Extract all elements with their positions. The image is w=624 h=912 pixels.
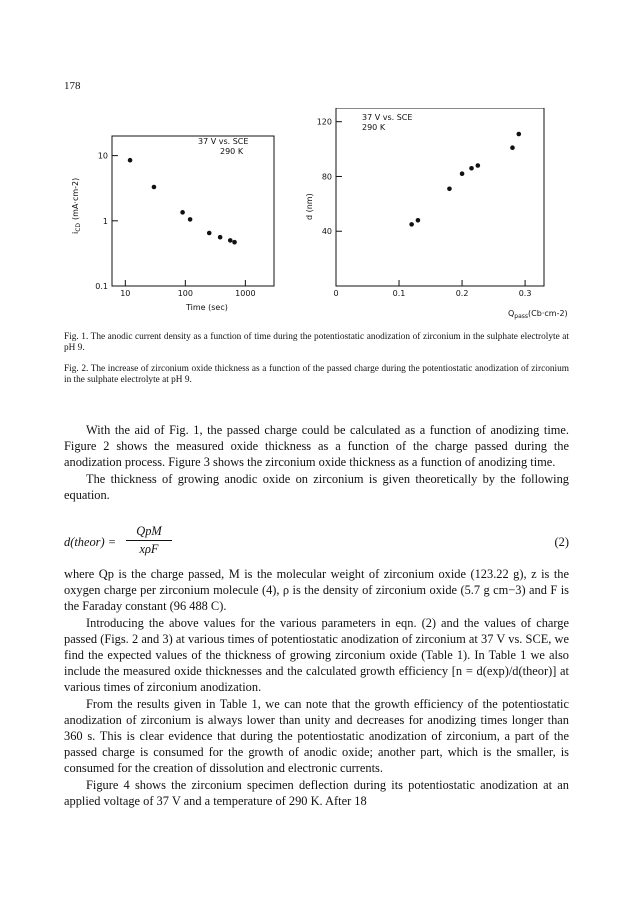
equation-denominator: xρF — [139, 542, 159, 556]
plot-frame — [112, 136, 274, 286]
data-point — [218, 235, 223, 240]
x-tick-label: 100 — [177, 289, 193, 298]
plot-frame — [336, 108, 544, 286]
annotation-line-1: 37 V vs. SCE — [362, 113, 413, 122]
figure-2 — [298, 108, 568, 324]
y-tick-label: 1 — [102, 216, 108, 226]
data-point — [128, 158, 133, 163]
data-point — [469, 166, 474, 171]
page-number: 178 — [64, 80, 81, 92]
data-point — [510, 145, 515, 150]
data-point — [180, 210, 185, 215]
paragraph: Introducing the above values for the various parameters in eqn. (2) and the values of charge passed (Figs. 2 and 3) at various times of potentiostatic anodization of zirconium at 37 V vs. SCE, we find the expected values of the thickness of growing zirconium oxide (Table 1). In Table 1 we also include the measured oxide thicknesses and the calculated growth efficiency [n = d(exp)/d(theor)] at various times of zirconium anodization. — [64, 615, 569, 695]
data-point — [447, 186, 452, 191]
y-ticks — [95, 152, 118, 291]
y-label-symbol: i — [71, 231, 80, 234]
y-ticks — [317, 118, 342, 237]
data-points — [128, 158, 237, 245]
body-text-top — [64, 422, 569, 503]
y-tick-label: 120 — [316, 117, 332, 127]
data-point — [460, 171, 465, 176]
data-point — [409, 222, 414, 227]
figure-1-plot — [58, 108, 290, 318]
y-label-units: (mA·cm-2) — [71, 177, 80, 220]
data-point — [476, 163, 481, 168]
x-label-symbol: Q — [508, 309, 515, 318]
data-point — [152, 185, 157, 190]
x-ticks — [333, 280, 531, 298]
paragraph: With the aid of Fig. 1, the passed charge could be calculated as a function of anodizing time. Figure 2 shows the measured oxide thickness as a function of the charge passed during the anodization process. Figure 3 shows the zirconium oxide thickness as a function of anodizing time. — [64, 423, 569, 470]
y-tick-label: 80 — [321, 172, 332, 182]
y-label-subscript: CD — [75, 222, 82, 232]
equation-numerator: QpM — [126, 524, 172, 541]
x-tick-label: 10 — [120, 289, 131, 298]
paragraph: The thickness of growing anodic oxide on zirconium is given theoretically by the following equation. — [64, 471, 569, 502]
figure-1 — [58, 108, 290, 318]
equation-lhs: d(theor) = — [64, 535, 117, 549]
svg-text:iCD(mA·cm-2) — [71, 178, 82, 234]
figure-2-plot — [298, 108, 568, 324]
data-point — [207, 231, 212, 236]
y-tick-label: 0.1 — [95, 282, 108, 291]
paragraph: where Qp is the charge passed, M is the molecular weight of zirconium oxide (123.22 g), z is the oxygen charge per zirconium molecule (4), ρ is the density of zirconium oxide (5.7 g cm−3) and F is the Faraday constant (96 488 C). — [64, 567, 569, 614]
y-tick-label: 40 — [321, 227, 332, 237]
y-tick-label: 10 — [97, 151, 108, 161]
x-label-units: (Cb·cm-2) — [528, 309, 568, 318]
x-tick-label: 0.2 — [455, 289, 469, 298]
annotation-line-2: 290 K — [220, 147, 244, 156]
x-label-subscript: pass — [514, 313, 529, 320]
x-ticks — [120, 280, 255, 298]
data-point — [232, 240, 237, 245]
x-tick-label: 0.3 — [518, 289, 532, 298]
x-tick-label: 0.1 — [392, 289, 406, 298]
x-tick-label: 1000 — [235, 289, 256, 298]
x-tick-label: 0 — [333, 289, 339, 298]
y-axis-label: d (nm) — [305, 193, 314, 220]
data-points — [409, 132, 521, 227]
figure-2-caption: Fig. 2. The increase of zirconium oxide thickness as a function of the passed charge during the potentiostatic anodization of zirconium in the sulphate electrolyte at pH 9. — [64, 364, 569, 385]
x-axis-label — [508, 309, 568, 320]
annotation-line-1: 37 V vs. SCE — [198, 137, 249, 146]
equation-fraction — [126, 524, 172, 557]
data-point — [188, 217, 193, 222]
equation-number: (2) — [554, 535, 569, 549]
annotation-line-2: 290 K — [362, 123, 386, 132]
data-point — [516, 132, 521, 137]
equation-2 — [64, 524, 569, 562]
body-text-bottom — [64, 566, 569, 809]
paragraph: Figure 4 shows the zirconium specimen deflection during its potentiostatic anodization at an applied voltage of 37 V and a temperature of 290 K. After 18 — [64, 777, 569, 808]
data-point — [416, 218, 421, 223]
x-axis-label: Time (sec) — [186, 303, 228, 312]
data-point — [228, 238, 233, 243]
y-axis-label — [71, 178, 82, 234]
figure-1-caption: Fig. 1. The anodic current density as a function of time during the potentiostatic anodization of zirconium in the sulphate electrolyte at pH 9. — [64, 332, 569, 353]
paragraph: From the results given in Table 1, we can note that the growth efficiency of the potentiostatic anodization of zirconium is always lower than unity and decreases for anodizing times longer than 360 s. This is clear evidence that during the potentiostatic anodization of zirconium, a part of the passed charge is consumed for the growth of anodic oxide; another part, which is the smaller, is consumed for the creation of dissolution and electronic currents. — [64, 696, 569, 776]
